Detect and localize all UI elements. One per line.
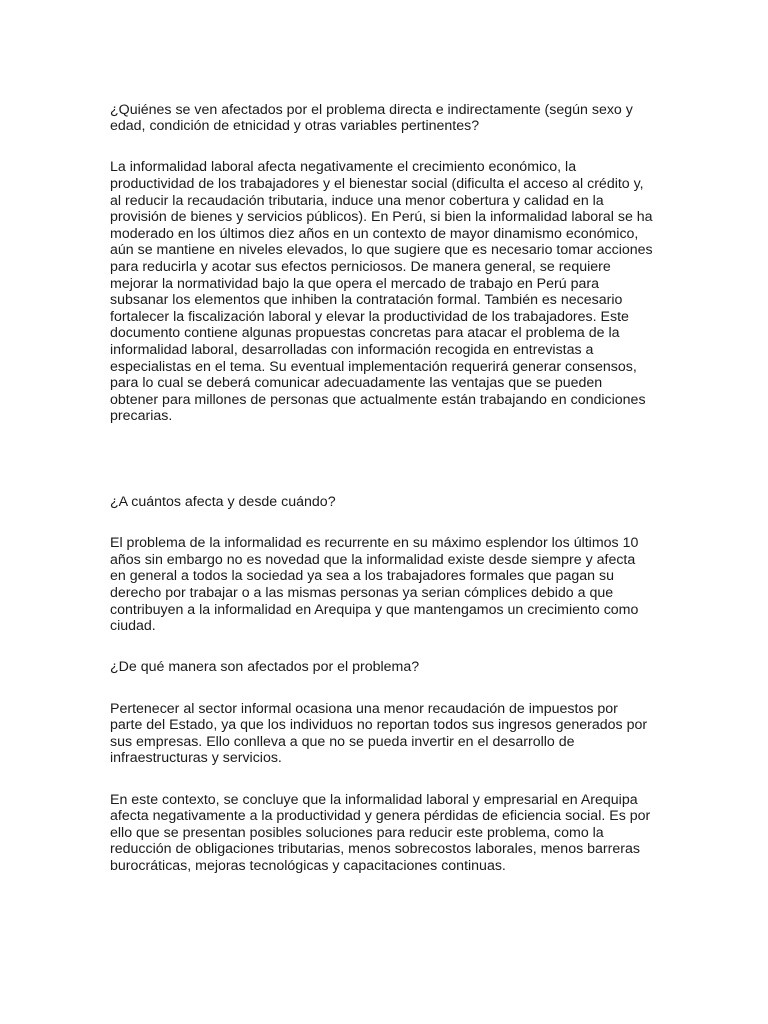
paragraph-tax-collection: Pertenecer al sector informal ocasiona una menor recaudación de impuestos por parte del Estado, ya que los individuos no reportan todos sus ingresos generados por sus empresas. Ello conlleva a que no se pueda invertir en el desarrollo de infraestructuras y servicios. <box>110 700 648 767</box>
paragraph-conclusion: En este contexto, se concluye que la informalidad laboral y empresarial en Arequipa afecta negativamente a la productividad y genera pérdidas de eficiencia social. Es por ello que se presentan posibles soluciones para reducir este problema, como la reducción de obligaciones tributarias, menos sobrecostos laborales, menos barreras burocráticas, mejoras tecnológicas y capacitaciones continuas. <box>110 791 651 874</box>
question-how-affected: ¿De qué manera son afectados por el problema? <box>110 659 420 676</box>
question-how-many-since-when: ¿A cuántos afecta y desde cuándo? <box>110 494 336 511</box>
paragraph-informality-impact: La informalidad laboral afecta negativamente el crecimiento económico, la productividad de los trabajadores y el bienestar social (dificulta el acceso al crédito y, al reducir la recaudación tributaria, induce una menor cobertura y calidad en la provisión de bienes y servicios públicos). En Perú, si bien la informalidad laboral se ha moderado en los últimos diez años en un contexto de mayor dinamismo económico, aún se mantiene en niveles elevados, lo que sugiere que es necesario tomar acciones para reducirla y acotar sus efectos perniciosos. De manera general, se requiere mejorar la normatividad bajo la que opera el mercado de trabajo en Perú para subsanar los elementos que inhiben la contratación formal. También es necesario fortalecer la fiscalización laboral y elevar la productividad de los trabajadores. Este documento contiene algunas propuestas concretas para atacar el problema de la informalidad laboral, desarrolladas con información recogida en entrevistas a especialistas en el tema. Su eventual implementación requerirá generar consensos, para lo cual se deberá comunicar adecuadamente las ventajas que se pueden obtener para millones de personas que actualmente están trabajando en condiciones precarias. <box>110 159 653 425</box>
question-affected-groups: ¿Quiénes se ven afectados por el problema directa e indirectamente (según sexo y edad, condición de etnicidad y otras variables pertinentes? <box>110 101 633 135</box>
document-page <box>110 85 670 899</box>
section-spacer <box>110 449 670 477</box>
paragraph-recurrent-problem: El problema de la informalidad es recurrente en su máximo esplendor los últimos 10 años sin embargo no es novedad que la informalidad existe desde siempre y afecta en general a todos la sociedad ya sea a los trabajadores formales que pagan su derecho por trabajar o a las mismas personas ya serian cómplices debido a que contribuyen a la informalidad en Arequipa y que mantengamos un crecimiento como ciudad. <box>110 535 639 635</box>
